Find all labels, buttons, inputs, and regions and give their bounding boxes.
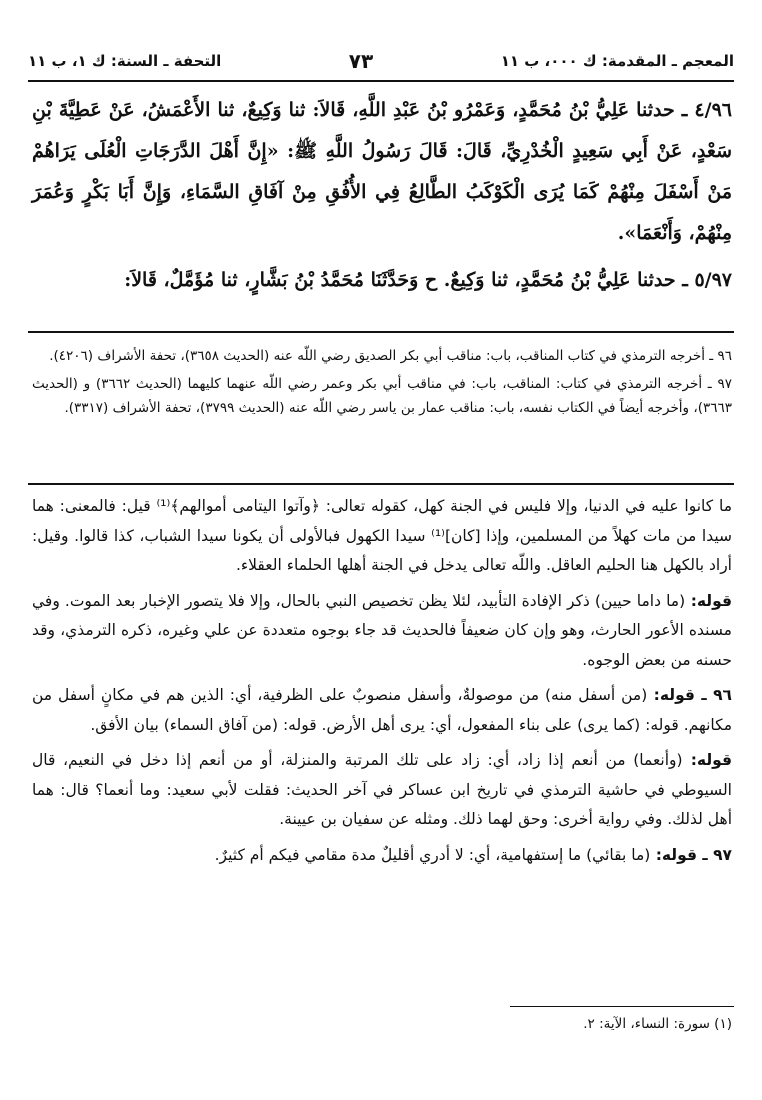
commentary-paragraph [32, 746, 732, 835]
commentary-keyword: قوله: [682, 751, 733, 769]
commentary-paragraph [32, 841, 732, 871]
commentary-text: (ما بقائي) ما إستفهامية، أي: لا أدري أقليلٌ مدة مقامي فيكم أم كثيرٌ. [214, 845, 651, 864]
header-right: المعجم ـ المقدمة: ك ٠٠٠، ب ١١ [500, 52, 734, 70]
commentary-rule [28, 483, 734, 485]
commentary-text: ما كانوا عليه في الدنيا، وإلا فليس في الجنة كهل، كقوله تعالى: ﴿وآتوا اليتامى أموالهم﴾⁽¹⁾ قيل: فالمعنى: هما سيدا من مات كهلاً من المسلمين، وإذا [كان]⁽¹⁾ سيدا الكهول فبالأولى أن يكونا سيدا الشباب، كذا قالوا. وقيل: أراد بالكهل هنا الحليم العاقل. واللّه تعالى يدخل في الجنة أهلها الحلماء العقلاء. [32, 497, 733, 574]
hadith-text: ـ حدثنا عَلِيُّ بْنُ مُحَمَّدٍ، وَعَمْرُو بْنُ عَبْدِ اللَّهِ، قَالاَ: ثنا وَكِيعٌ، ثنا الأَعْمَشُ، عَنْ عَطِيَّةَ بْنِ سَعْدٍ، عَنْ أَبِي سَعِيدٍ الْخُدْرِيِّ، قَالَ: قَالَ رَسُولُ اللَّهِ ﷺ: «إِنَّ أَهْلَ الدَّرَجَاتِ الْعُلَى يَرَاهُمْ مَنْ أَسْفَلَ مِنْهُمْ كَمَا يُرَى الْكَوْكَبُ الطَّالِعُ فِي الأُفُقِ مِنْ آفَاقِ السَّمَاءِ، وَإِنَّ أَبَا بَكْرٍ وَعُمَرَ مِنْهُمْ، وَأَنْعَمَا». [32, 99, 732, 244]
footnote: (١) سورة: النساء، الآية: ٢. [583, 1016, 732, 1032]
hadith-97 [32, 260, 732, 301]
commentary-text: (وأنعما) من أنعم إذا زاد، أي: زاد على تلك المرتبة والمنزلة، أو من أنعم إذا دخل في النعيم، قال السيوطي في حاشية الترمذي في تاريخ ابن عساكر في آخر الحديث: فقلت لأبي سعيد: وما أنعما؟ قال: هما أهل لذلك. وفي رواية أخرى: وحق لهما ذلك. ومثله عن سفيان بن عيينة. [32, 751, 732, 828]
commentary-paragraph [32, 492, 732, 581]
commentary-keyword: ٩٦ ـ قوله: [647, 686, 733, 704]
commentary-keyword: قوله: [685, 591, 732, 610]
takhrij-96: ٩٦ ـ أخرجه الترمذي في كتاب المناقب، باب: مناقب أبي بكر الصديق رضي اللّه عنه (الحديث ٣٦٥٨)، تحفة الأشراف (٤٢٠٦). [49, 348, 732, 364]
hadith-text: ـ حدثنا عَلِيُّ بْنُ مُحَمَّدٍ، ثنا وَكِيعٌ. ح وَحَدَّثَنَا مُحَمَّدُ بْنُ بَشَّارٍ، ثنا مُؤَمَّلٌ، قَالاَ: [124, 269, 688, 291]
takhrij-notes [32, 344, 732, 424]
takhrij-97: ٩٧ ـ أخرجه الترمذي في كتاب: المناقب، باب: في مناقب أبي بكر وعمر رضي اللّه عنهما كليهما (الحديث ٣٦٦٢) و (الحديث ٣٦٦٣)، وأخرجه أيضاً في الكتاب نفسه، باب: مناقب عمار بن ياسر رضي اللّه عنه (الحديث ٣٧٩٩)، تحفة الأشراف (٣٣١٧). [32, 376, 732, 416]
commentary [32, 492, 732, 876]
hadith-number: ٤/٩٦ [694, 99, 732, 121]
header-left: التحفة ـ السنة: ك ١، ب ١١ [28, 52, 222, 70]
footnote-rule [510, 1006, 734, 1007]
commentary-text: (ما داما حيين) ذكر الإفادة التأبيد، لئلا يظن تخصيص النبي بالحال، وإلا فلا يتصور الإخبار بعد الموت. وفي مسنده الأعور الحارث، وهو وإن كان ضعيفاً فالحديث قد جاء بوجوه متعددة عن علي وغيره، ذكره الترمذي، وقد حسنه من بعض الوجوه. [32, 591, 732, 669]
commentary-keyword: ٩٧ ـ قوله: [650, 845, 732, 864]
commentary-text: (من أسفل منه) من موصولةٌ، وأسفل منصوبٌ على الظرفية، أي: الذين هم في مكانٍ أسفل من مكانهم. قوله: (كما يرى) على بناء المفعول، أي: يرى أهل الأرض. قوله: (من آفاق السماء) بيان الأفق. [32, 686, 732, 734]
header-rule [28, 80, 734, 82]
hadith-block [32, 90, 732, 301]
commentary-paragraph [32, 587, 732, 676]
takhrij-rule [28, 331, 734, 333]
hadith-96 [32, 90, 732, 254]
commentary-paragraph [32, 681, 732, 740]
running-header [28, 44, 734, 78]
page-number: ٧٣ [348, 49, 374, 73]
hadith-number: ٥/٩٧ [694, 269, 732, 291]
